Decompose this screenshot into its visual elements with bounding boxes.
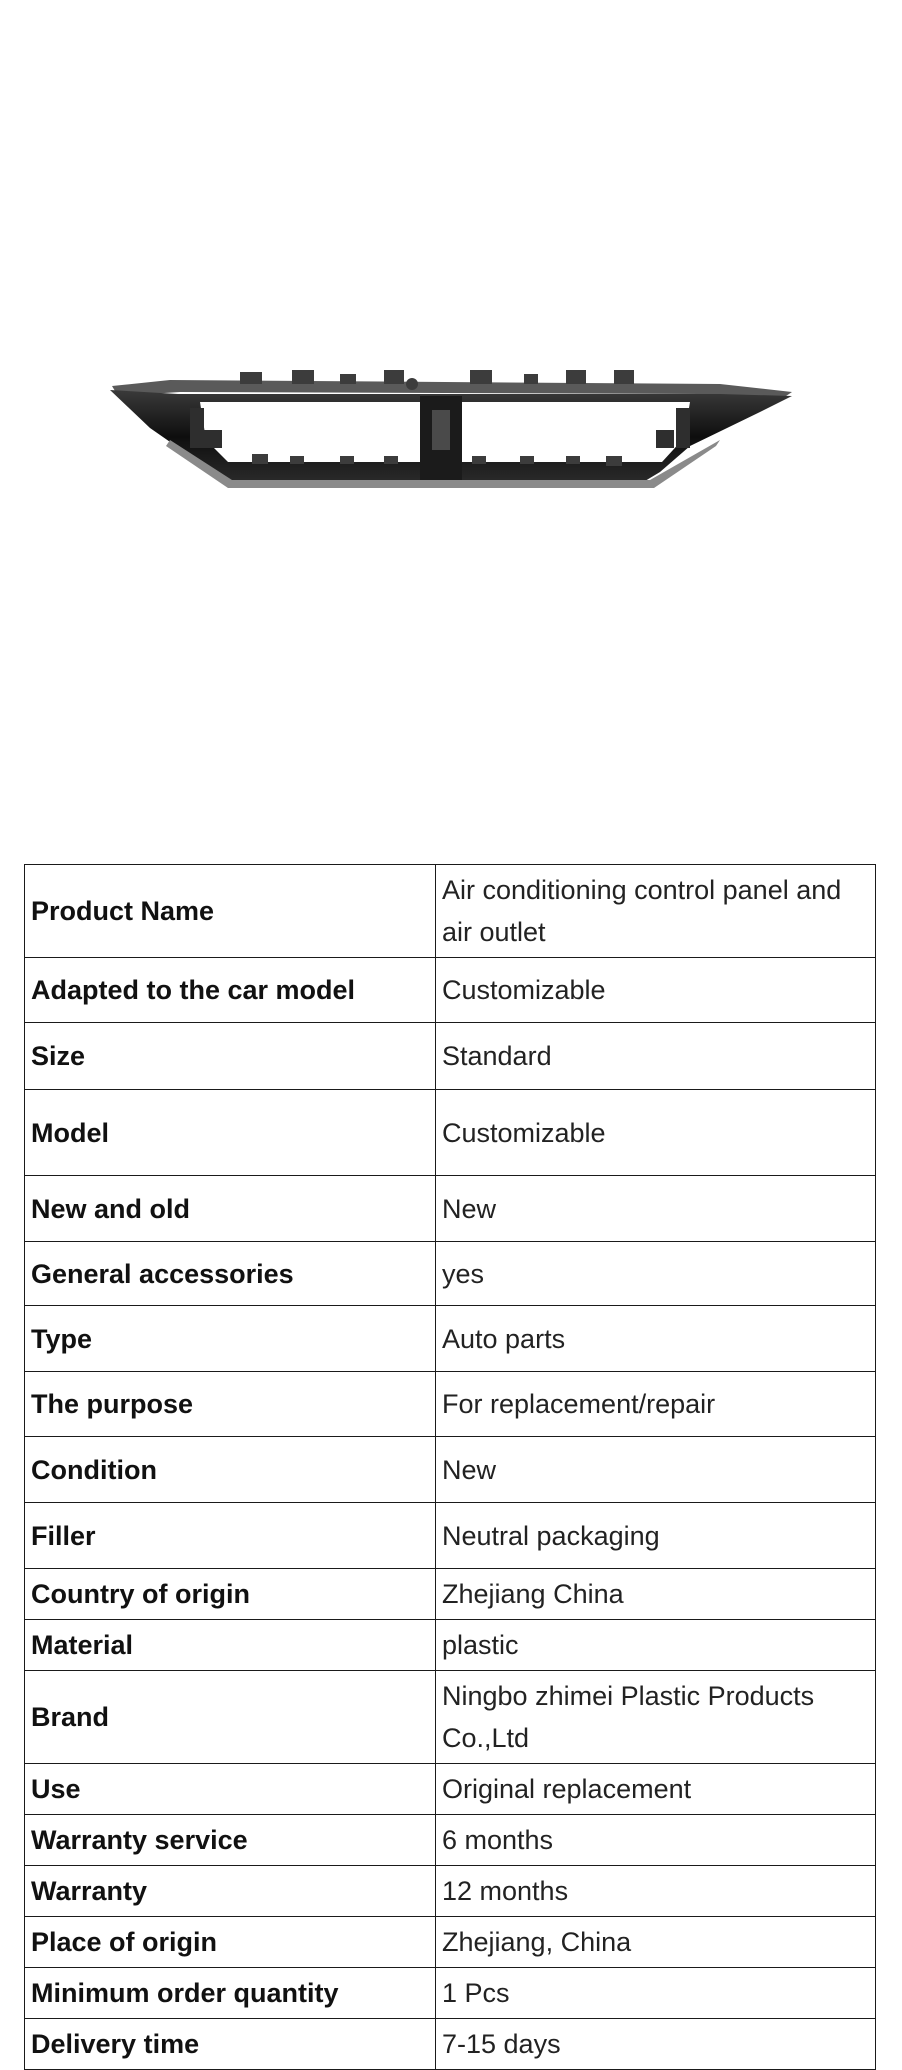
spec-row <box>25 958 876 1023</box>
panel-opening-right <box>462 402 690 462</box>
spec-row <box>25 1764 876 1815</box>
spec-label: General accessories <box>25 1242 436 1306</box>
spec-label: Model <box>25 1090 436 1176</box>
spec-label: Filler <box>25 1503 436 1569</box>
spec-value: Ningbo zhimei Plastic Products Co.,Ltd <box>436 1671 876 1764</box>
panel-opening-left <box>200 402 420 462</box>
spec-row <box>25 1437 876 1503</box>
spec-row <box>25 1671 876 1764</box>
spec-row <box>25 2019 876 2070</box>
spec-value: 12 months <box>436 1866 876 1917</box>
spec-row <box>25 1372 876 1437</box>
spec-value: Customizable <box>436 1090 876 1176</box>
spec-value: For replacement/repair <box>436 1372 876 1437</box>
spec-label: Place of origin <box>25 1917 436 1968</box>
spec-row <box>25 1242 876 1306</box>
spec-value: 7-15 days <box>436 2019 876 2070</box>
spec-label: Size <box>25 1023 436 1090</box>
spec-label: Country of origin <box>25 1569 436 1620</box>
spec-row <box>25 1503 876 1569</box>
spec-value: Original replacement <box>436 1764 876 1815</box>
spec-row <box>25 1815 876 1866</box>
spec-label: Adapted to the car model <box>25 958 436 1023</box>
spec-label: The purpose <box>25 1372 436 1437</box>
spec-value: 6 months <box>436 1815 876 1866</box>
spec-label: Brand <box>25 1671 436 1764</box>
spec-row <box>25 1569 876 1620</box>
spec-value: Standard <box>436 1023 876 1090</box>
spec-label: Product Name <box>25 865 436 958</box>
product-image <box>0 0 902 860</box>
air-outlet-panel-illustration <box>0 0 902 860</box>
spec-row <box>25 1917 876 1968</box>
spec-value: Air conditioning control panel and air outlet <box>436 865 876 958</box>
spec-label: Material <box>25 1620 436 1671</box>
spec-value: Zhejiang China <box>436 1569 876 1620</box>
spec-table <box>24 864 876 2070</box>
spec-label: Warranty <box>25 1866 436 1917</box>
spec-value: plastic <box>436 1620 876 1671</box>
spec-value: New <box>436 1176 876 1242</box>
spec-value: Customizable <box>436 958 876 1023</box>
spec-label: Delivery time <box>25 2019 436 2070</box>
spec-label: Condition <box>25 1437 436 1503</box>
spec-value: New <box>436 1437 876 1503</box>
spec-label: Use <box>25 1764 436 1815</box>
spec-row <box>25 1306 876 1372</box>
spec-value: Neutral packaging <box>436 1503 876 1569</box>
spec-row <box>25 1176 876 1242</box>
spec-row <box>25 1090 876 1176</box>
spec-value: Zhejiang, China <box>436 1917 876 1968</box>
spec-value: Auto parts <box>436 1306 876 1372</box>
spec-row <box>25 1866 876 1917</box>
spec-row <box>25 865 876 958</box>
spec-label: Type <box>25 1306 436 1372</box>
spec-row <box>25 1023 876 1090</box>
spec-value: 1 Pcs <box>436 1968 876 2019</box>
spec-row <box>25 1968 876 2019</box>
spec-label: Warranty service <box>25 1815 436 1866</box>
spec-label: Minimum order quantity <box>25 1968 436 2019</box>
spec-label: New and old <box>25 1176 436 1242</box>
spec-row <box>25 1620 876 1671</box>
spec-value: yes <box>436 1242 876 1306</box>
